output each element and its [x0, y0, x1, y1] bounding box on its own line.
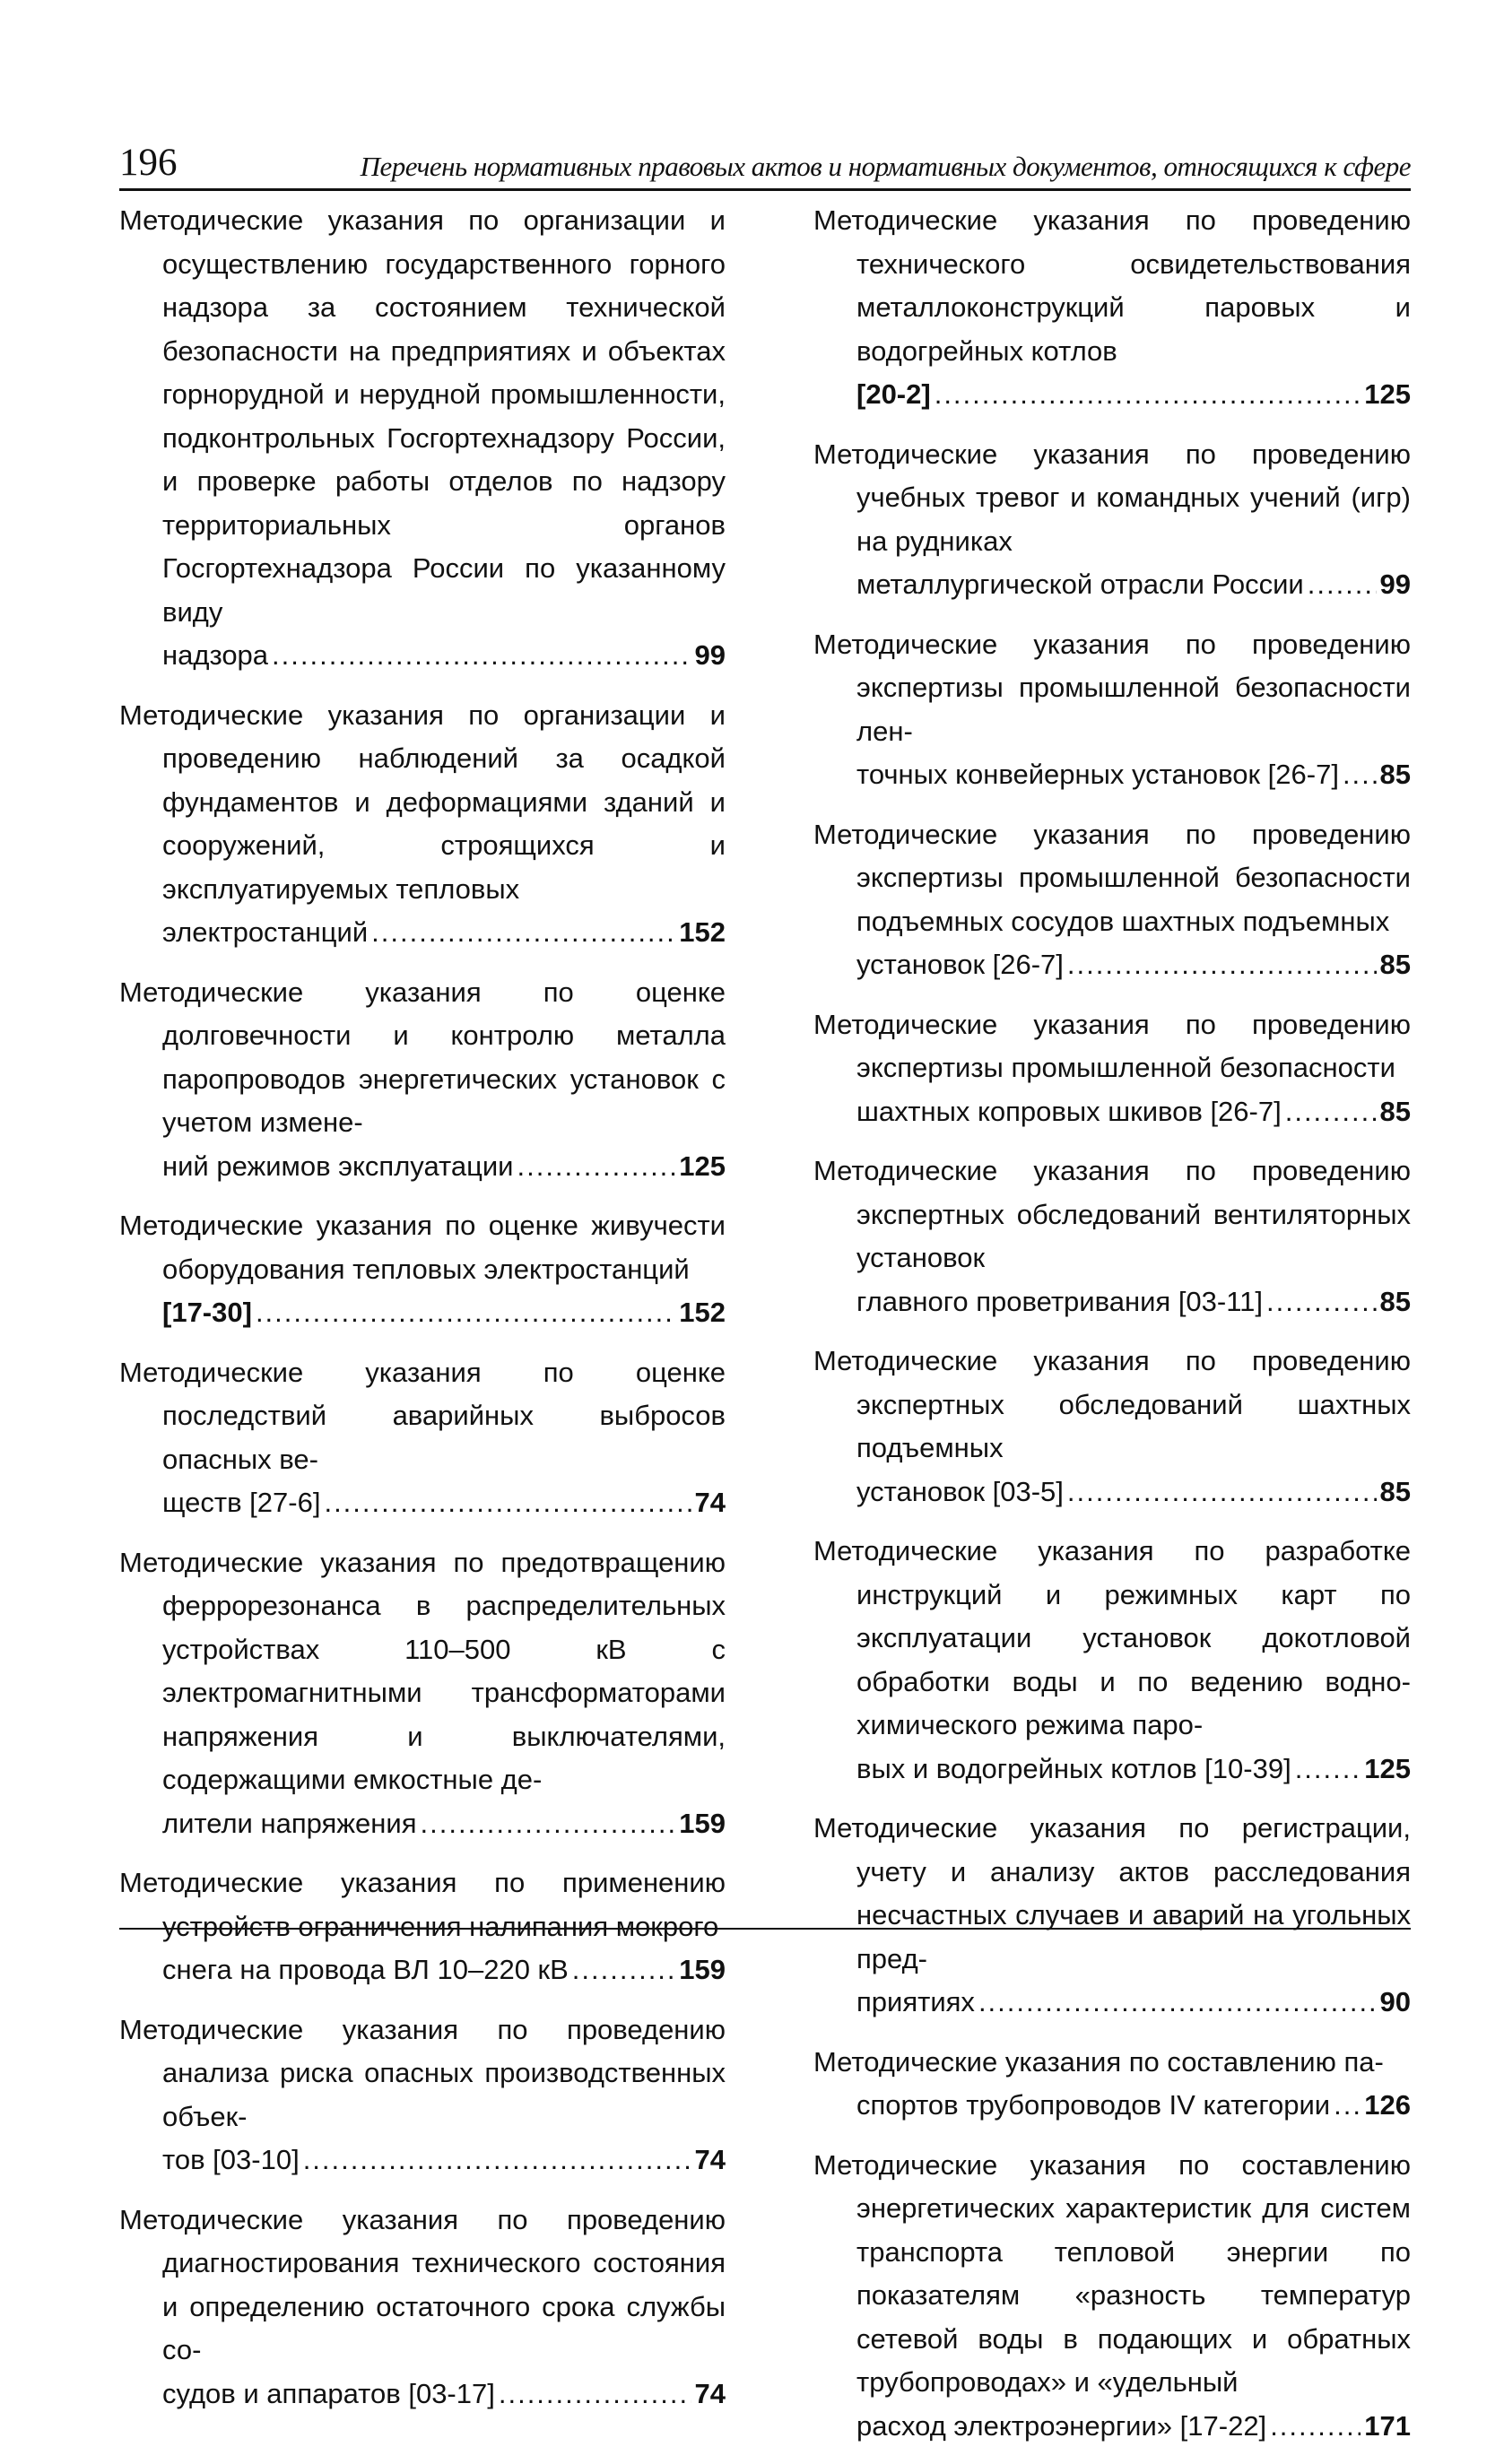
dot-leader — [1285, 1090, 1377, 1134]
index-entry — [813, 199, 1411, 417]
entry-last-line: расход электроэнергии» [17-22] — [856, 2409, 1267, 2442]
entry-leader-line — [162, 634, 726, 678]
index-entry — [119, 971, 726, 1189]
index-entry — [813, 623, 1411, 797]
index-entry — [813, 1340, 1411, 1514]
index-entry — [813, 2041, 1411, 2128]
entry-leader-line — [856, 943, 1411, 987]
page-reference: 152 — [679, 916, 726, 948]
entry-text: Методические указания по проведению учебных тревог и командных учений (игр) на рудниках — [813, 438, 1411, 557]
page-reference: 74 — [694, 1487, 726, 1518]
entry-text: Методические указания по составлению энергетических характеристик для систем транспорта тепловой энергии по показателям «разность температур сетевой воды в подающих и обратных трубопроводах» и «удельный — [813, 2148, 1411, 2398]
entry-last-line: установок [03-5] — [856, 1475, 1064, 1507]
header-title: Перечень нормативных правовых актов и нормативных документов, относящихся к сфере — [360, 151, 1411, 182]
entry-last-line: шахтных копровых шкивов [26-7] — [856, 1095, 1282, 1127]
dot-leader — [1067, 943, 1377, 987]
page-reference: 99 — [694, 639, 726, 671]
entry-leader-line — [162, 2373, 726, 2416]
entry-leader-line — [856, 2084, 1411, 2128]
entry-text: Методические указания по проведению экспертных обследований шахтных подъемных — [813, 1345, 1411, 1463]
page-reference: 159 — [679, 1807, 726, 1839]
entry-text: Методические указания по оценке последствий аварийных выбросов опасных ве- — [119, 1356, 726, 1475]
index-entry — [119, 2009, 726, 2182]
dot-leader — [421, 1802, 676, 1846]
dot-leader — [499, 2373, 691, 2416]
entry-last-line: снега на провода ВЛ 10–220 кВ — [162, 1954, 569, 1985]
dot-leader — [572, 1948, 675, 1992]
left-column — [119, 199, 726, 2432]
index-entry — [813, 1807, 1411, 2025]
index-entry — [119, 1861, 726, 1992]
entry-text: Методические указания по предотвращению феррорезонанса в распределительных устройствах 110–500 кВ с электромагнитными трансформаторами напряжения и выключателями, содержащими емкостные де- — [119, 1546, 726, 1795]
page-reference: 125 — [1364, 1752, 1411, 1784]
entry-leader-line — [856, 563, 1411, 607]
entry-text: Методические указания по проведению экспертных обследований вентиляторных установок — [813, 1155, 1411, 1273]
dot-leader — [303, 2139, 691, 2182]
entry-leader-line — [162, 1948, 726, 1992]
entry-last-line: лители напряжения — [162, 1807, 417, 1839]
right-column — [813, 199, 1411, 2464]
dot-leader — [935, 373, 1361, 417]
index-entry — [119, 1351, 726, 1525]
index-entry — [813, 1003, 1411, 1134]
dot-leader — [1343, 753, 1377, 797]
footer-rule — [119, 1928, 1411, 1930]
page-reference: 126 — [1364, 2089, 1411, 2121]
dot-leader — [256, 1291, 675, 1335]
page-reference: 85 — [1379, 759, 1411, 790]
dot-leader — [1334, 2084, 1361, 2128]
entry-leader-line — [856, 373, 1411, 417]
entry-last-line: приятиях — [856, 1986, 975, 2017]
entry-last-line: судов и аппаратов [03-17] — [162, 2377, 495, 2409]
entry-leader-line — [856, 2405, 1411, 2449]
page-reference: 171 — [1364, 2409, 1411, 2442]
entry-last-line: надзора — [162, 639, 269, 671]
entry-leader-line — [162, 1145, 726, 1189]
index-entry — [813, 813, 1411, 987]
entry-last-line: установок [26-7] — [856, 949, 1064, 980]
page-reference: 159 — [679, 1954, 726, 1985]
dot-leader — [1295, 1748, 1361, 1792]
page-reference: 74 — [694, 2144, 726, 2175]
dot-leader — [1308, 563, 1377, 607]
entry-text: Методические указания по проведению анализа риска опасных производственных объек- — [119, 2013, 726, 2132]
dot-leader — [978, 1981, 1377, 2025]
page-reference: 85 — [1379, 1285, 1411, 1317]
page-reference: 125 — [1364, 378, 1411, 410]
index-entry — [813, 1530, 1411, 1791]
index-entry — [119, 199, 726, 678]
entry-last-line: металлургической отрасли России — [856, 568, 1304, 600]
entry-leader-line — [162, 2139, 726, 2182]
dot-leader — [1067, 1471, 1377, 1514]
dot-leader — [1266, 1280, 1376, 1324]
entry-last-line: ществ [27-6] — [162, 1487, 321, 1518]
entry-leader-line — [162, 911, 726, 955]
entry-last-line: электростанций — [162, 916, 369, 948]
entry-text: Методические указания по применению устройств ограничения налипания мокрого — [119, 1867, 726, 1942]
page-reference: 99 — [1379, 568, 1411, 600]
dot-leader — [324, 1481, 691, 1525]
entry-leader-line — [856, 1280, 1411, 1324]
entry-text: Методические указания по регистрации, учету и анализу актов расследования несчастных случаев и аварий на угольных пред- — [813, 1812, 1411, 1974]
dot-leader — [1270, 2405, 1361, 2449]
page-number: 196 — [119, 142, 178, 184]
entry-last-line: ний режимов эксплуатации — [162, 1150, 514, 1182]
entry-last-line: [17-30] — [162, 1297, 252, 1328]
entry-leader-line — [856, 1090, 1411, 1134]
entry-text: Методические указания по организации и проведению наблюдений за осадкой фундаментов и деформациями зданий и сооружений, строящихся и эксплуатируемых тепловых — [119, 698, 726, 905]
entry-text: Методические указания по составлению па- — [813, 2045, 1384, 2078]
index-entry — [119, 1541, 726, 1846]
entry-leader-line — [856, 1748, 1411, 1792]
entry-text: Методические указания по оценке долговечности и контролю металла паропроводов энергетических установок с учетом измене- — [119, 976, 726, 1138]
entry-leader-line — [856, 753, 1411, 797]
entry-leader-line — [162, 1481, 726, 1525]
page-reference: 85 — [1379, 1095, 1411, 1127]
index-entry — [813, 1150, 1411, 1323]
index-entry — [813, 2144, 1411, 2449]
entry-last-line: точных конвейерных установок [26-7] — [856, 759, 1339, 790]
entry-text: Методические указания по проведению экспертизы промышленной безопасности — [813, 1008, 1411, 1083]
page-reference: 125 — [679, 1150, 726, 1182]
entry-text: Методические указания по проведению диагностирования технического состояния и определению остаточного срока службы со- — [119, 2203, 726, 2365]
entry-last-line: [20-2] — [856, 378, 931, 410]
running-header — [119, 134, 1411, 191]
index-entry — [119, 694, 726, 955]
page-reference: 85 — [1379, 949, 1411, 980]
entry-leader-line — [162, 1291, 726, 1335]
entry-leader-line — [856, 1471, 1411, 1514]
index-entry — [119, 2199, 726, 2416]
entry-last-line: вых и водогрейных котлов [10-39] — [856, 1752, 1291, 1784]
entry-text: Методические указания по организации и осуществлению государственного горного надзора за состоянием технической безопасности на предприятиях и объектах горнорудной и нерудной промышленности, подконтрольных Госгортехнадзору России, и проверке работы отделов по надзору территориальных органов Госгортехнадзора России по указанному виду — [119, 204, 726, 628]
dot-leader — [517, 1145, 675, 1189]
entry-text: Методические указания по разработке инструкций и режимных карт по эксплуатации установок докотловой обработки воды и по ведению водно-химического режима паро- — [813, 1535, 1411, 1740]
page-reference: 152 — [679, 1297, 726, 1328]
entry-last-line: тов [03-10] — [162, 2144, 300, 2175]
entry-leader-line — [856, 1981, 1411, 2025]
page-reference: 90 — [1379, 1986, 1411, 2017]
page-reference: 85 — [1379, 1475, 1411, 1507]
entry-leader-line — [162, 1802, 726, 1846]
entry-text: Методические указания по проведению технического освидетельствования металлоконструкций паровых и водогрейных котлов — [813, 204, 1411, 367]
entry-last-line: главного проветривания [03-11] — [856, 1285, 1264, 1317]
page-reference: 74 — [694, 2377, 726, 2409]
index-entry — [813, 433, 1411, 607]
entry-last-line: спортов трубопроводов IV категории — [856, 2089, 1331, 2121]
dot-leader — [272, 634, 691, 678]
entry-text: Методические указания по оценке живучести оборудования тепловых электростанций — [119, 1210, 726, 1285]
entry-text: Методические указания по проведению экспертизы промышленной безопасности лен- — [813, 628, 1411, 747]
dot-leader — [371, 911, 675, 955]
index-entry — [119, 1204, 726, 1335]
entry-text: Методические указания по проведению экспертизы промышленной безопасности подъемных сосудов шахтных подъемных — [813, 818, 1411, 937]
